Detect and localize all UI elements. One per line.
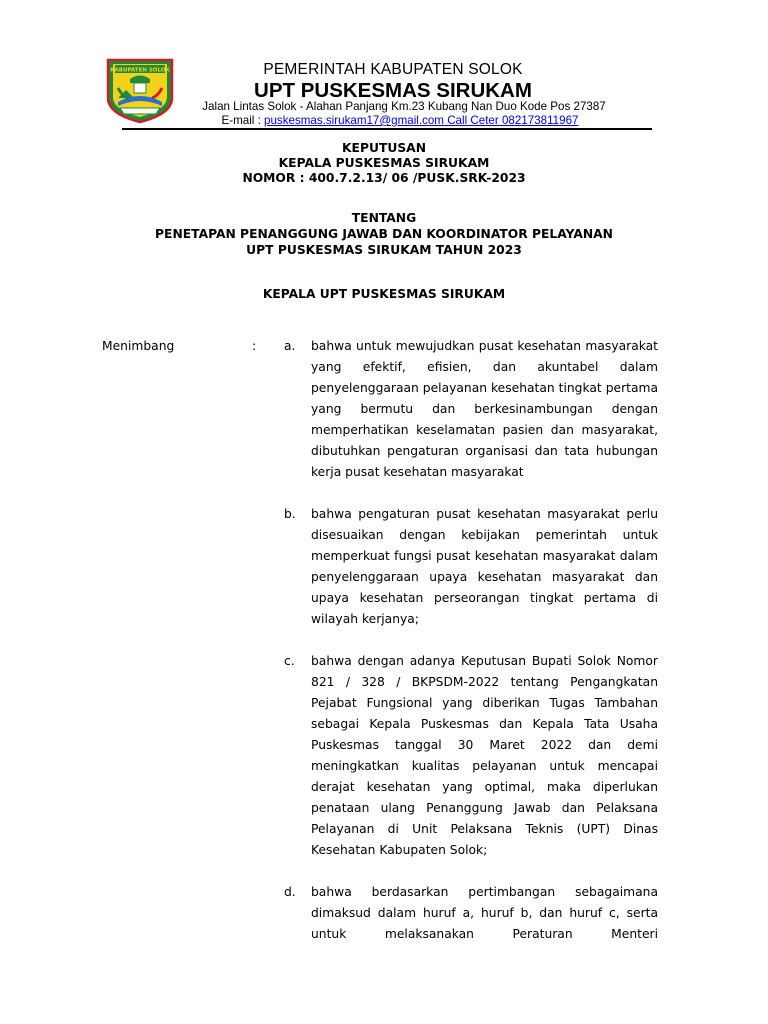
official-heading: KEPALA UPT PUSKESMAS SIRUKAM bbox=[262, 287, 506, 301]
subject-line1: PENETAPAN PENANGGUNG JAWAB DAN KOORDINATOR PELAYANAN bbox=[155, 227, 613, 241]
subject-heading: TENTANG bbox=[351, 211, 417, 225]
item-text: bahwa untuk mewujudkan pusat kesehatan masyarakat yang efektif, efisien, dan akuntabel dalam penyelenggaraan pelayanan kesehatan tingkat pertama yang bermutu dan berkesinambungan dengan memperhatikan keselamatan pasien dan masyarakat, dibutuhkan pengaturan organisasi dan tata hubungan kerja pusat kesehatan masyarakat bbox=[311, 339, 658, 479]
email-line bbox=[176, 114, 624, 127]
address-line: Jalan Lintas Solok - Alahan Panjang Km.23 Kubang Nan Duo Kode Pos 27387 bbox=[202, 100, 606, 113]
subject-line2: UPT PUSKESMAS SIRUKAM TAHUN 2023 bbox=[246, 243, 522, 257]
considering-item-b bbox=[284, 504, 658, 630]
considering-colon: : bbox=[252, 339, 257, 353]
item-text: bahwa dengan adanya Keputusan Bupati Solok Nomor 821 / 328 / BKPSDM-2022 tentang Pengangkatan Pejabat Fungsional yang diberikan Tugas Tambahan sebagai Kepala Puskesmas dan Kepala Tata Usaha Puskesmas tanggal 30 Maret 2022 dan demi meningkatkan kualitas pelayanan untuk mencapai derajat kesehatan yang optimal, maka diperlukan penataan ulang Penanggung Jawab dan Pelaksana Pelayanan di Unit Pelaksana Teknis (UPT) Dinas Kesehatan Kabupaten Solok; bbox=[311, 654, 658, 857]
letterhead bbox=[0, 0, 768, 135]
decree-number: NOMOR : 400.7.2.13/ 06 /PUSK.SRK-2023 bbox=[242, 171, 526, 185]
item-text: bahwa berdasarkan pertimbangan sebagaimana dimaksud dalam huruf a, huruf b, dan huruf c, serta untuk melaksanakan Peraturan Menteri bbox=[311, 885, 658, 941]
government-name: PEMERINTAH KABUPATEN SOLOK bbox=[263, 61, 523, 78]
item-text: bahwa pengaturan pusat kesehatan masyarakat perlu disesuaikan dengan kebijakan pemerintah untuk memperkuat fungsi pusat kesehatan masyarakat dalam penyelenggaraan upaya kesehatan masyarakat dan upaya kesehatan perseorangan tingkat pertama di wilayah kerjanya; bbox=[311, 507, 658, 626]
considering-item-c bbox=[284, 651, 658, 861]
considering-item-a bbox=[284, 336, 658, 483]
item-marker: b. bbox=[284, 507, 296, 521]
svg-text:KABUPATEN SOLOK: KABUPATEN SOLOK bbox=[110, 67, 170, 74]
organization-name: UPT PUSKESMAS SIRUKAM bbox=[254, 79, 532, 102]
letterhead-divider bbox=[122, 128, 652, 130]
item-marker: a. bbox=[284, 339, 296, 353]
kabupaten-solok-emblem-icon bbox=[104, 54, 176, 124]
email-link[interactable]: puskesmas.sirukam17@gmail.com Call Ceter 082173811967 bbox=[264, 114, 579, 127]
email-prefix: E-mail : bbox=[221, 114, 265, 127]
item-marker: c. bbox=[284, 654, 295, 668]
considering-item-d bbox=[284, 882, 658, 945]
decree-title-line2: KEPALA PUSKESMAS SIRUKAM bbox=[278, 156, 490, 170]
item-marker: d. bbox=[284, 885, 296, 899]
considering-label: Menimbang bbox=[102, 339, 175, 353]
decree-title-line1: KEPUTUSAN bbox=[342, 141, 426, 155]
